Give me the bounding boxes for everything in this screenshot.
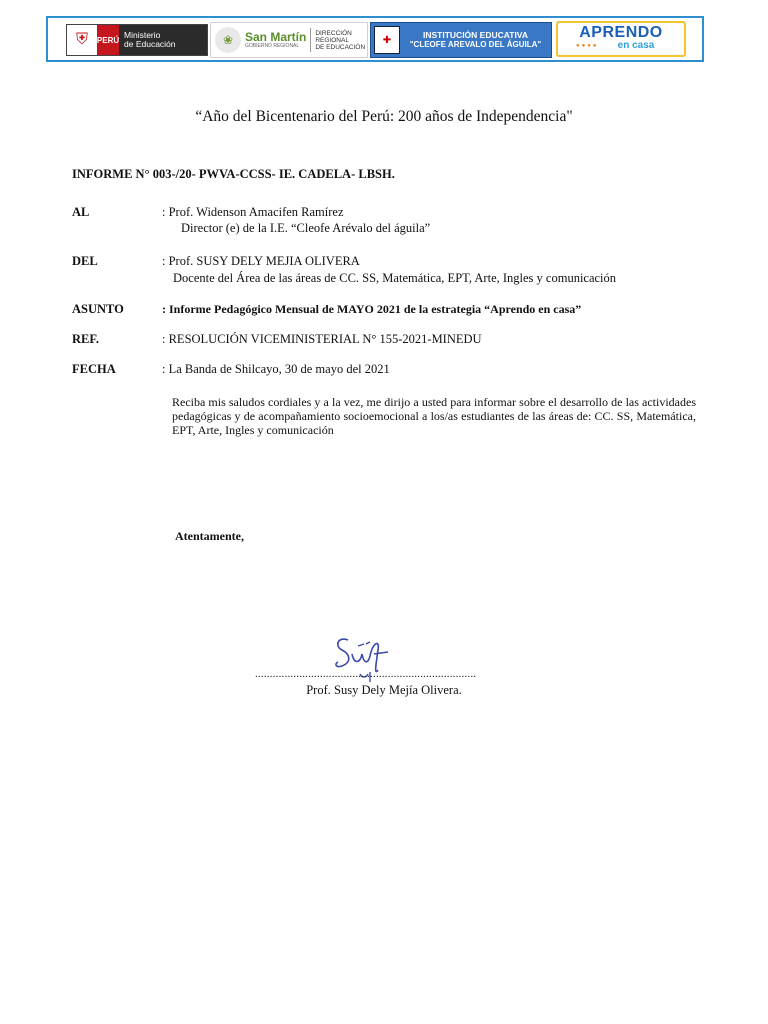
del-sub: Docente del Área de las áreas de CC. SS, Matemática, EPT, Arte, Ingles y comunicación: [173, 271, 617, 285]
signer-name: Prof. Susy Dely Mejía Olivera.: [306, 683, 462, 697]
dir-line-1: DIRECCIÓN: [315, 29, 352, 37]
institution-name: [400, 30, 551, 50]
signature-line: ...........................................................................: [255, 668, 477, 680]
aprendo-title: APRENDO: [579, 24, 663, 41]
san-martin-logo: [210, 22, 368, 58]
year-title: “Año del Bicentenario del Perú: 200 años de Independencia": [195, 108, 573, 125]
asunto-label: ASUNTO: [72, 302, 124, 316]
institution-line-2: "CLEOFE AREVALO DEL ÁGUILA": [409, 40, 542, 49]
al-value: : Prof. Widenson Amacifen Ramírez: [162, 205, 344, 219]
aprendo-subtitle: en casa: [617, 40, 655, 51]
dir-line-3: DE EDUCACIÓN: [315, 43, 366, 51]
san-martin-subtitle: GOBIERNO REGIONAL: [245, 43, 300, 49]
header-banner: [46, 16, 704, 62]
ministerio-educacion-logo: [66, 24, 208, 56]
aprendo-en-casa-logo: [556, 21, 686, 57]
logo-divider: [310, 28, 311, 52]
ref-label: REF.: [72, 332, 99, 346]
del-label: DEL: [72, 254, 98, 268]
san-martin-name: [245, 31, 306, 49]
direccion-regional: [315, 30, 365, 51]
institution-crest-icon: ✚: [374, 26, 400, 54]
ministry-name: [119, 25, 207, 55]
fecha-label: FECHA: [72, 362, 116, 376]
san-martin-title: San Martín: [245, 30, 307, 44]
closing: Atentamente,: [175, 529, 244, 543]
ref-value: : RESOLUCIÓN VICEMINISTERIAL N° 155-2021-MINEDU: [162, 332, 482, 346]
al-sub: Director (e) de la I.E. “Cleofe Arévalo del águila”: [181, 221, 431, 235]
institution-logo: [370, 22, 552, 58]
body-paragraph: Reciba mis saludos cordiales y a la vez, me dirijo a usted para informar sobre el desarrollo de las actividades pedagógicas y de acompañamiento socioemocional a los/as estudiantes de las áreas de: CC. SS, Matemática, EPT, Arte, Ingles y comunicación: [172, 395, 696, 437]
fecha-value: : La Banda de Shilcayo, 30 de mayo del 2021: [162, 362, 390, 376]
al-label: AL: [72, 205, 90, 219]
ministry-line-2: de Educación: [124, 39, 176, 49]
peru-shield-icon: ⛨: [67, 25, 97, 55]
ministry-line-1: Ministerio: [124, 30, 161, 40]
institution-line-1: INSTITUCIÓN EDUCATIVA: [423, 30, 528, 40]
aprendo-dots-icon: ●●●●: [576, 43, 599, 49]
dir-line-2: REGIONAL: [315, 36, 349, 44]
san-martin-emblem-icon: ❀: [215, 27, 241, 53]
del-value: : Prof. SUSY DELY MEJIA OLIVERA: [162, 254, 360, 268]
asunto-value: : Informe Pedagógico Mensual de MAYO 2021 de la estrategia “Aprendo en casa”: [162, 302, 582, 316]
informe-number: INFORME N° 003-/20- PWVA-CCSS- IE. CADELA- LBSH.: [72, 167, 395, 181]
peru-label: PERÚ: [97, 25, 119, 55]
